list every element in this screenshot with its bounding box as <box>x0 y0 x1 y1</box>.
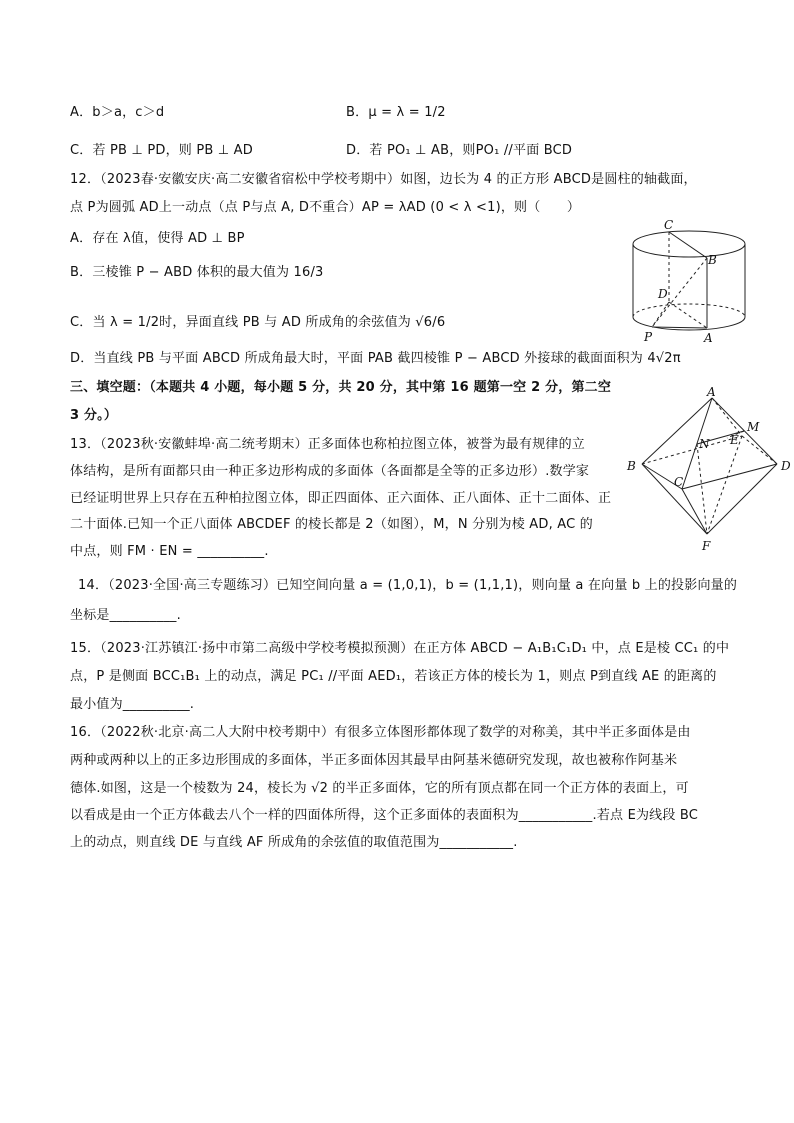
q16-line3: 德体.如图，这是一个棱数为 24，棱长为 √2 的半正多面体，它的所有顶点都在同一个正方体的表面上，可 <box>70 781 689 796</box>
q12-stem-line2: 点 P为圆弧 AD上一动点（点 P与点 A, D不重合）AP = λAD (0 < λ <1)，则（ ） <box>70 200 581 215</box>
q11-option-a: A．b＞a，c＞d <box>70 105 165 120</box>
cylinder-label-d: D <box>658 287 668 301</box>
q12-option-b: B．三棱锥 P − ABD 体积的最大值为 16/3 <box>70 265 324 280</box>
q14-line1: 14．（2023·全国·高三专题练习）已知空间向量 a = (1,0,1)，b = (1,1,1)，则向量 a 在向量 b 上的投影向量的 <box>78 578 738 593</box>
q13-line5: 中点，则 FM · EN = __________. <box>70 544 269 559</box>
octahedron-label-a: A <box>707 385 716 399</box>
octahedron-label-b: B <box>627 459 636 473</box>
q11-option-b: B．μ = λ = 1/2 <box>346 105 446 120</box>
q12-option-a: A．存在 λ值，使得 AD ⊥ BP <box>70 231 245 246</box>
octahedron-label-c: C <box>674 475 684 489</box>
q16-line1: 16．（2022秋·北京·高二人大附中校考期中）有很多立体图形都体现了数学的对称美，其中半正多面体是由 <box>70 725 691 740</box>
q12-option-d: D．当直线 PB 与平面 ABCD 所成角最大时，平面 PAB 截四棱锥 P − ABCD 外接球的截面面积为 4√2π <box>70 351 681 366</box>
octahedron-label-f: F <box>702 539 711 553</box>
q13-line4: 二十面体.已知一个正八面体 ABCDEF 的棱长都是 2（如图），M，N 分别为棱 AD, AC 的 <box>70 517 593 532</box>
q15-line3: 最小值为__________. <box>70 697 195 712</box>
q11-option-d: D．若 PO₁ ⊥ AB，则PO₁ //平面 BCD <box>346 143 573 158</box>
cylinder-figure <box>622 214 756 344</box>
q13-line2: 体结构，是所有面都只由一种正多边形构成的多面体（各面都是全等的正多边形）.数学家 <box>70 464 590 479</box>
q16-line2: 两种或两种以上的正多边形围成的多面体，半正多面体因其最早由阿基米德研究发现，故也被称作阿基米 <box>70 753 678 768</box>
octahedron-figure <box>624 384 794 556</box>
q16-line5: 上的动点，则直线 DE 与直线 AF 所成角的余弦值的取值范围为___________. <box>70 835 518 850</box>
cylinder-label-b: B <box>708 253 717 267</box>
q15-line1: 15．（2023·江苏镇江·扬中市第二高级中学校考模拟预测）在正方体 ABCD − A₁B₁C₁D₁ 中，点 E是棱 CC₁ 的中 <box>70 641 730 656</box>
q14-line2: 坐标是__________. <box>70 608 181 623</box>
cylinder-label-p: P <box>644 330 653 344</box>
q15-line2: 点，P 是侧面 BCC₁B₁ 上的动点，满足 PC₁ //平面 AED₁，若该正方体的棱长为 1，则点 P到直线 AE 的距离的 <box>70 669 717 684</box>
cylinder-label-a: A <box>704 331 713 344</box>
octahedron-label-n: N <box>699 437 710 451</box>
q16-line4: 以看成是由一个正方体截去八个一样的四面体所得，这个正多面体的表面积为___________.若点 E为线段 BC <box>70 808 699 823</box>
q12-option-c: C．当 λ = 1/2时，异面直线 PB 与 AD 所成角的余弦值为 √6/6 <box>70 315 446 330</box>
octahedron-label-d: D <box>781 459 791 473</box>
q11-option-c: C．若 PB ⊥ PD，则 PB ⊥ AD <box>70 143 253 158</box>
octahedron-label-m: M <box>747 420 760 434</box>
cylinder-label-c: C <box>664 218 674 232</box>
section-3-heading-line1: 三、填空题：（本题共 4 小题，每小题 5 分，共 20 分，其中第 16 题第一空 2 分，第二空 <box>70 380 612 395</box>
q12-stem-line1: 12．（2023春·安徽安庆·高二安徽省宿松中学校考期中）如图，边长为 4 的正方形 ABCD是圆柱的轴截面， <box>70 172 697 187</box>
q13-line3: 已经证明世界上只存在五种柏拉图立体，即正四面体、正六面体、正八面体、正十二面体、正 <box>70 491 612 506</box>
q13-line1: 13．（2023秋·安徽蚌埠·高二统考期末）正多面体也称柏拉图立体，被誉为最有规律的立 <box>70 437 585 452</box>
octahedron-label-e: E <box>730 433 739 447</box>
section-3-heading-line2: 3 分。） <box>70 408 118 423</box>
